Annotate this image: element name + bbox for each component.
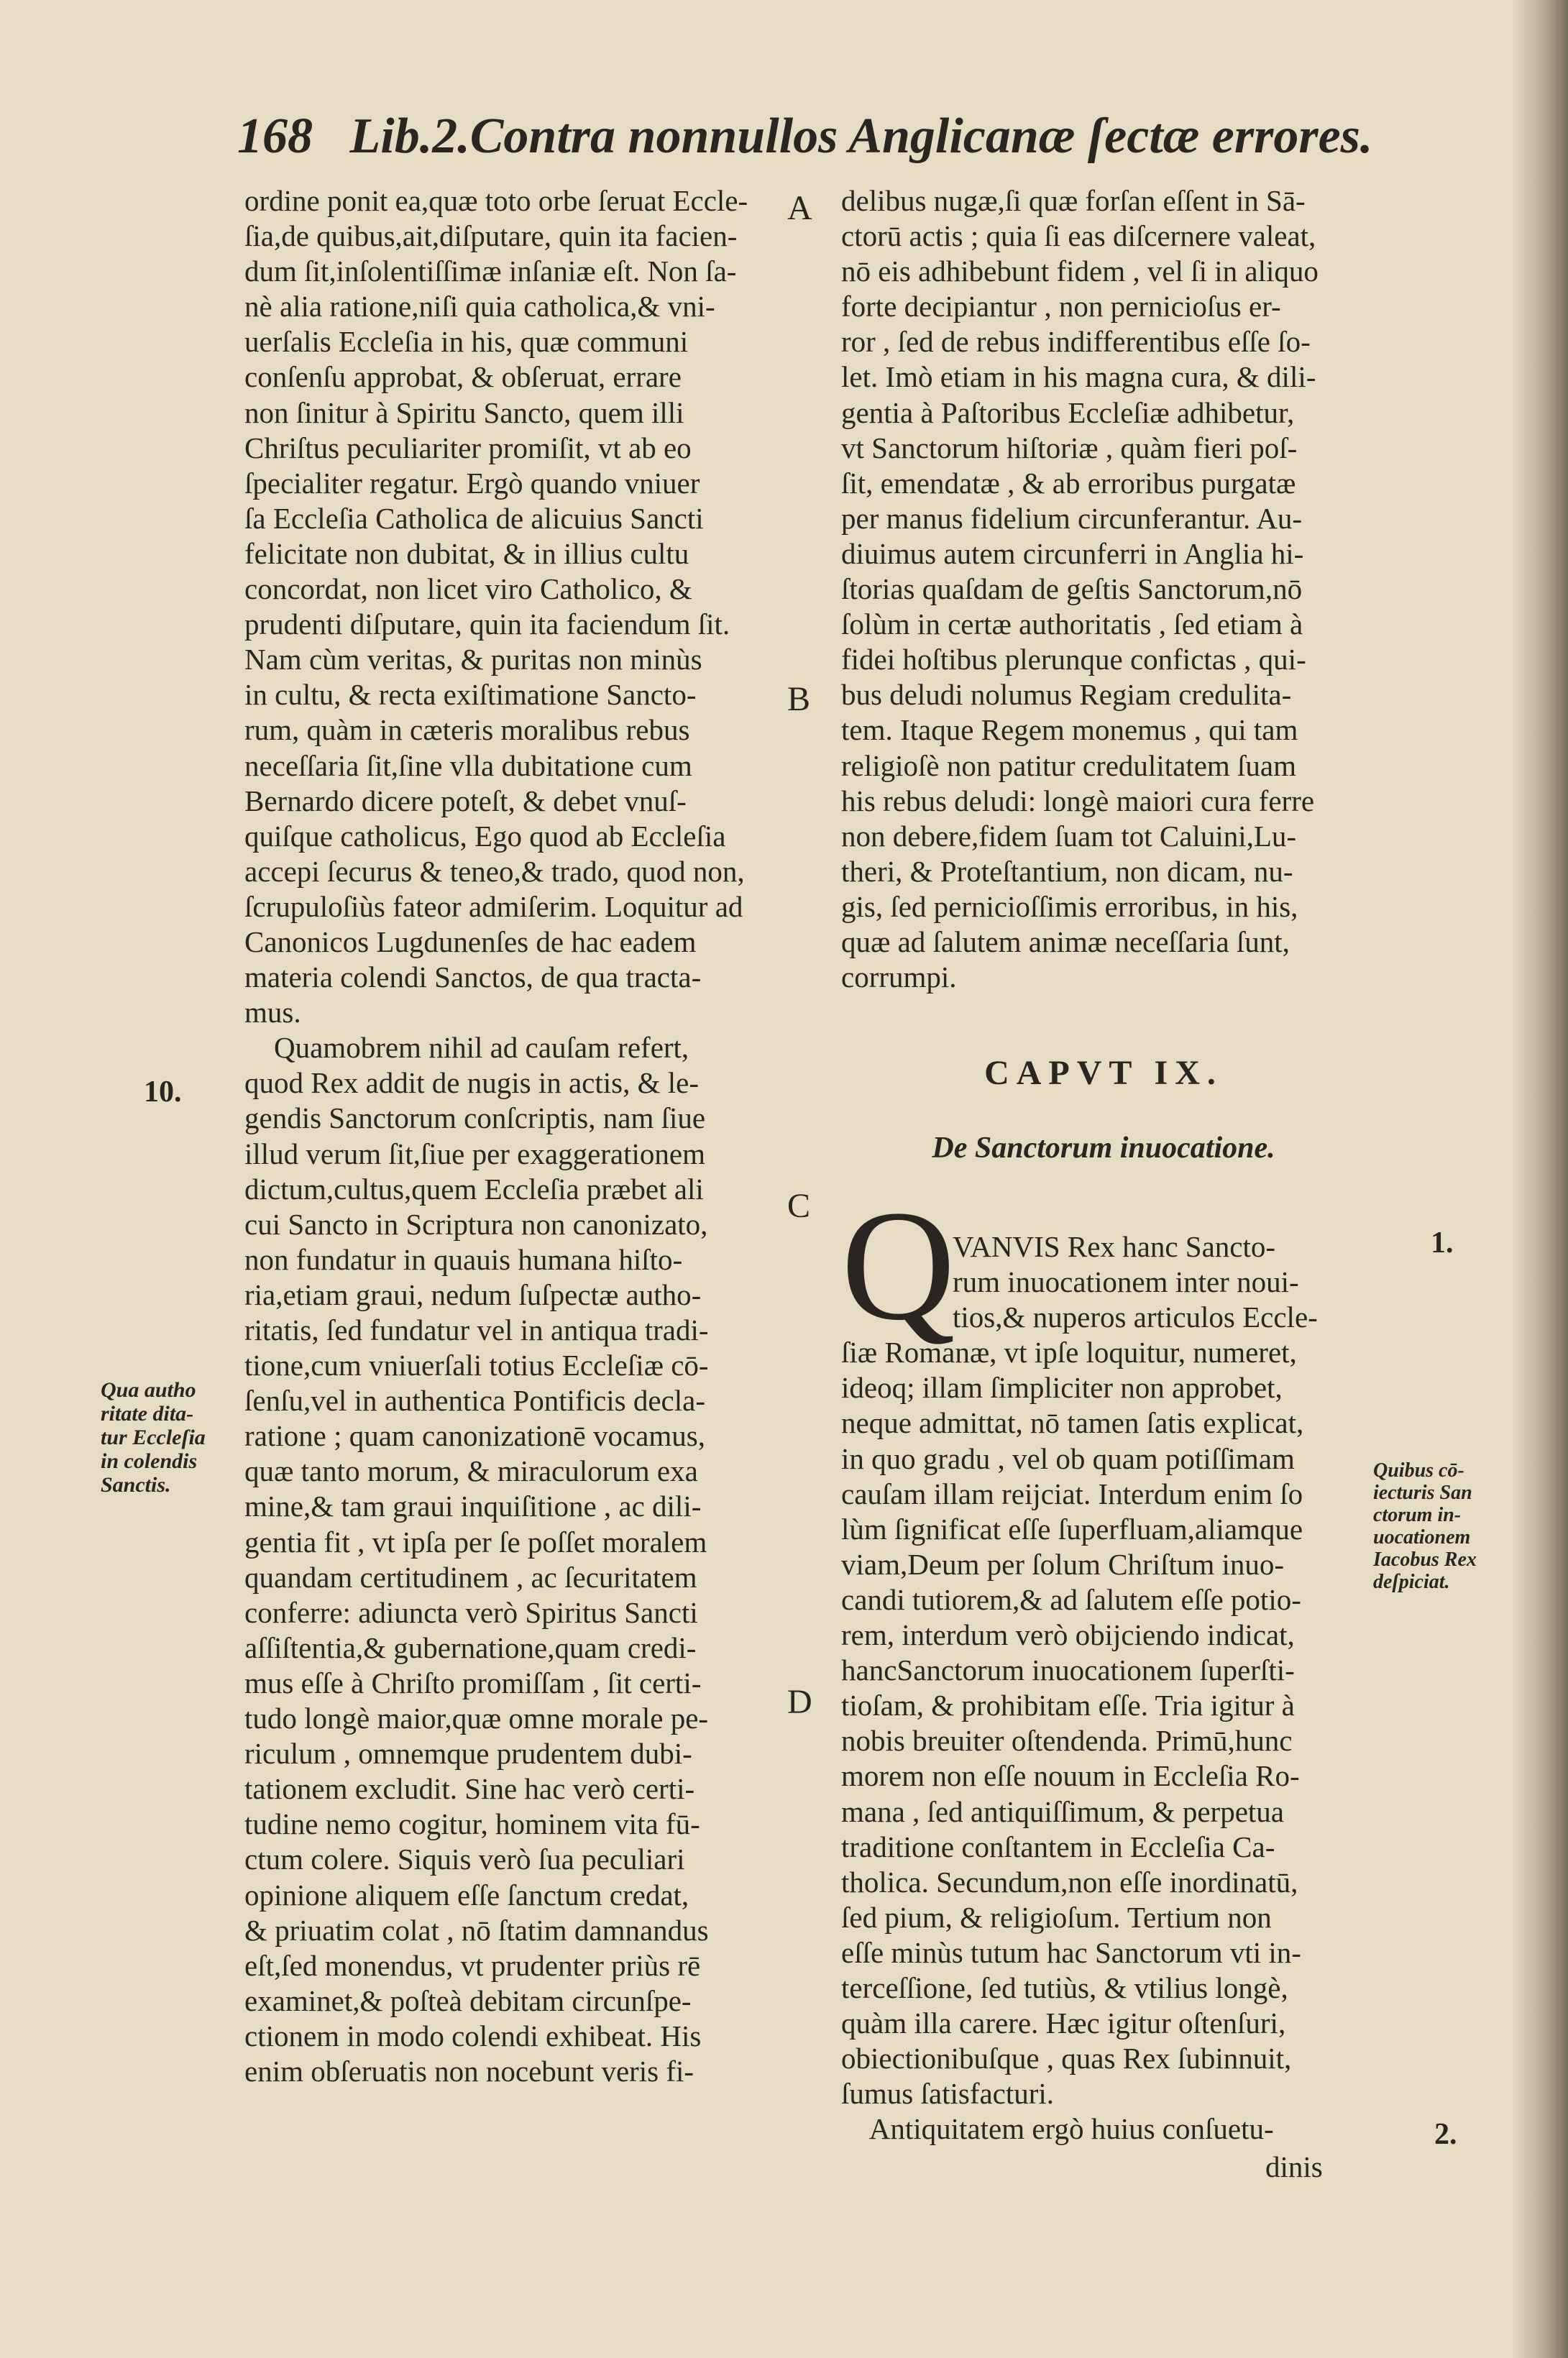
text-line: ctum colere. Siquis verò ſua peculiari xyxy=(244,1843,685,1876)
text-line: tationem excludit. Sine hac verò certi- xyxy=(244,1772,695,1806)
text-line: let. Imò etiam in his magna cura, & dili- xyxy=(841,360,1316,394)
text-line: mine,& tam graui inquiſitione , ac dili- xyxy=(244,1490,702,1523)
text-line: gendis Sanctorum conſcriptis, nam ſiue xyxy=(244,1101,706,1135)
text-line: rum inuocationem inter noui- xyxy=(953,1265,1299,1299)
text-line: delibus nugæ,ſi quæ forſan eſſent in Sā- xyxy=(841,184,1306,217)
drop-cap: Q xyxy=(841,1178,955,1353)
text-line: ordine ponit ea,quæ toto orbe ſeruat Eccle- xyxy=(244,184,748,217)
text-line: Quamobrem nihil ad cauſam refert, xyxy=(244,1031,689,1065)
text-line: conferre: adiuncta verò Spiritus Sancti xyxy=(244,1595,698,1629)
text-line: Antiquitatem ergò huius conſuetu- xyxy=(841,2112,1274,2146)
text-line: enim obſeruatis non nocebunt veris fi- xyxy=(244,2054,694,2088)
text-line: examinet,& poſteà debitam circunſpe- xyxy=(244,1983,692,2017)
margin-note-right xyxy=(1373,1459,1517,1593)
text-line: theri, & Proteſtantium, non dicam, nu- xyxy=(841,854,1293,888)
margin-note-left xyxy=(101,1378,237,1497)
text-line: nobis breuiter oſtendenda. Primū,hunc xyxy=(841,1724,1293,1758)
text-line: ria,etiam graui, nedum ſuſpectæ autho- xyxy=(244,1277,702,1311)
text-line: mus eſſe à Chriſto promiſſam , ſit certi- xyxy=(244,1666,702,1699)
text-line: diuimus autem circunferri in Anglia hi- xyxy=(841,536,1304,570)
text-line: ſumus ſatisfacturi. xyxy=(841,2077,1055,2111)
text-line: ſtorias quaſdam de geſtis Sanctorum,nō xyxy=(841,572,1303,606)
running-title: Lib.2.Contra nonnullos Anglicanæ ſectæ errores. xyxy=(349,109,1373,164)
text-line: ſia,de quibus,ait,diſputare, quin ita facien- xyxy=(244,219,738,253)
text-line: ſolùm in certæ authoritatis , ſed etiam à xyxy=(841,607,1303,641)
margin-note-line: Sanctis. xyxy=(101,1473,171,1497)
text-line: quàm illa carere. Hæc igitur oſtenſuri, xyxy=(841,2006,1286,2040)
text-line: ſit, emendatæ , & ab erroribus purgatæ xyxy=(841,466,1296,500)
right-column-bottom xyxy=(841,1229,1366,2147)
text-line: hancSanctorum inuocationem ſuperſti- xyxy=(841,1653,1295,1687)
page-edge-shadow xyxy=(1510,0,1568,2358)
text-line: tem. Itaque Regem monemus , qui tam xyxy=(841,713,1298,747)
text-line: per manus fidelium circunferantur. Au- xyxy=(841,501,1302,535)
text-line: tione,cum vniuerſali totius Eccleſiæ cō- xyxy=(244,1349,709,1382)
chapter-title: CAPVT IX. xyxy=(984,1054,1223,1092)
text-line: ſed pium, & religioſum. Tertium non xyxy=(841,1900,1272,1934)
text-line: prudenti diſputare, quin ita faciendum ſit. xyxy=(244,607,730,641)
text-line: quæ tanto morum, & miraculorum exa xyxy=(244,1454,698,1488)
margin-note-line: tur Eccleſia xyxy=(101,1426,206,1449)
text-line: accepi ſecurus & teneo,& trado, quod non, xyxy=(244,854,745,888)
text-line: corrumpi. xyxy=(841,960,957,994)
text-line: nè alia ratione,niſi quia catholica,& vni- xyxy=(244,290,715,324)
text-line: eſt,ſed monendus, vt prudenter priùs rē xyxy=(244,1948,701,1982)
text-line: ritatis, ſed fundatur vel in antiqua tradi- xyxy=(244,1313,709,1347)
text-line: morem non eſſe nouum in Eccleſia Ro- xyxy=(841,1759,1300,1793)
text-line: his rebus deludi: longè maiori cura ferre xyxy=(841,784,1315,817)
text-line: riculum , omnemque prudentem dubi- xyxy=(244,1737,692,1771)
text-line: ſcrupuloſiùs fateor admiſerim. Loquitur ad xyxy=(244,889,743,923)
margin-number-left: 10. xyxy=(144,1075,182,1109)
text-line: tudo longè maior,quæ omne morale pe- xyxy=(244,1702,709,1735)
text-line: tioſam, & prohibitam eſſe. Tria igitur à xyxy=(841,1689,1295,1722)
text-line: viam,Deum per ſolum Chriſtum inuo- xyxy=(841,1547,1285,1581)
text-line: cui Sancto in Scriptura non canonizato, xyxy=(244,1207,708,1241)
text-line: ſenſu,vel in authentica Pontificis decla- xyxy=(244,1384,705,1418)
text-line: dictum,cultus,quem Eccleſia præbet ali xyxy=(244,1172,704,1206)
text-line: candi tutiorem,& ad ſalutem eſſe potio- xyxy=(841,1582,1301,1616)
text-line: Chriſtus peculiariter promiſit, vt ab eo xyxy=(244,431,692,464)
text-line: ſiæ Romanæ, vt ipſe loquitur, numeret, xyxy=(841,1336,1297,1370)
margin-note-line: Quibus cō- xyxy=(1373,1459,1464,1482)
text-line: vt Sanctorum hiſtoriæ , quàm fieri poſ- xyxy=(841,431,1298,464)
text-line: neceſſaria ſit,ſine vlla dubitatione cum xyxy=(244,748,692,782)
margin-note-line: iecturis San xyxy=(1373,1482,1472,1504)
right-column-top xyxy=(841,183,1366,995)
text-line: tios,& nuperos articulos Eccle- xyxy=(953,1300,1318,1334)
text-line: eſſe minùs tutum hac Sanctorum vti in- xyxy=(841,1935,1301,1969)
section-letter-c: C xyxy=(787,1187,811,1225)
page-number: 168 xyxy=(237,109,313,164)
text-line: conſenſu approbat, & obſeruat, errare xyxy=(244,360,682,394)
text-line: VANVIS Rex hanc Sancto- xyxy=(953,1230,1276,1263)
text-line: Bernardo dicere poteſt, & debet vnuſ- xyxy=(244,784,687,817)
catchword: dinis xyxy=(1265,2150,1323,2183)
text-line: ſpecialiter regatur. Ergò quando vniuer xyxy=(244,466,700,500)
left-column xyxy=(244,183,776,2089)
text-line: in cultu, & recta exiſtimatione Sancto- xyxy=(244,678,697,712)
text-line: ror , ſed de rebus indifferentibus eſſe ſo- xyxy=(841,325,1311,359)
margin-note-line: in colendis xyxy=(101,1449,198,1473)
text-line: mana , ſed antiquiſſimum, & perpetua xyxy=(841,1794,1284,1828)
text-line: ſa Eccleſia Catholica de alicuius Sancti xyxy=(244,501,704,535)
text-line: ctorū actis ; quia ſi eas diſcernere valeat, xyxy=(841,219,1316,253)
text-line: non debere,fidem ſuam tot Caluini,Lu- xyxy=(841,819,1297,853)
text-line: dum ſit,inſolentiſſimæ inſaniæ eſt. Non ſa- xyxy=(244,254,737,288)
running-header xyxy=(237,108,1373,165)
text-line: quandam certitudinem , ac ſecuritatem xyxy=(244,1560,697,1594)
text-line: obiectionibuſque , quas Rex ſubinnuit, xyxy=(841,2042,1292,2075)
text-line: quiſque catholicus, Ego quod ab Eccleſia xyxy=(244,819,726,853)
text-line: non fundatur in quauis humana hiſto- xyxy=(244,1242,683,1276)
text-line: Nam cùm veritas, & puritas non minùs xyxy=(244,643,702,676)
text-line: gentia fit , vt ipſa per ſe poſſet moralem xyxy=(244,1525,707,1559)
text-line: & priuatim colat , nō ſtatim damnandus xyxy=(244,1913,709,1947)
text-line: concordat, non licet viro Catholico, & xyxy=(244,572,692,606)
text-line: quod Rex addit de nugis in actis, & le- xyxy=(244,1066,699,1100)
margin-number-right-2: 2. xyxy=(1434,2118,1457,2151)
text-line: quæ ad ſalutem animæ neceſſaria ſunt, xyxy=(841,925,1290,958)
margin-note-line: uocationem xyxy=(1373,1526,1471,1549)
section-letter-a: A xyxy=(787,189,812,227)
text-line: felicitate non dubitat, & in illius cultu xyxy=(244,536,689,570)
margin-number-right-1: 1. xyxy=(1431,1226,1454,1260)
chapter-subtitle: De Sanctorum inuocatione. xyxy=(932,1132,1275,1165)
text-line: religioſè non patitur credulitatem ſuam xyxy=(841,748,1297,782)
text-line: fidei hoſtibus plerunque confictas , qui- xyxy=(841,643,1306,676)
text-line: cauſam illam reijciat. Interdum enim ſo xyxy=(841,1477,1303,1510)
text-line: uerſalis Eccleſia in his, quæ communi xyxy=(244,325,689,359)
text-line: bus deludi nolumus Regiam credulita- xyxy=(841,678,1292,712)
text-line: gis, ſed pernicioſſimis erroribus, in his, xyxy=(841,889,1298,923)
text-line: in quo gradu , vel ob quam potiſſimam xyxy=(841,1441,1295,1475)
section-letter-b: B xyxy=(787,680,811,718)
margin-note-line: Qua autho xyxy=(101,1378,196,1402)
text-line: rem, interdum verò obijciendo indicat, xyxy=(841,1618,1295,1652)
text-line: nō eis adhibebunt fidem , vel ſi in aliquo xyxy=(841,254,1319,288)
text-line: forte decipiantur , non pernicioſus er- xyxy=(841,290,1281,324)
text-line: Canonicos Lugdunenſes de hac eadem xyxy=(244,925,697,958)
text-line: ratione ; quam canonizationē vocamus, xyxy=(244,1419,705,1453)
text-line: tholica. Secundum,non eſſe inordinatū, xyxy=(841,1865,1298,1899)
margin-note-line: Iacobus Rex xyxy=(1373,1549,1477,1571)
text-line: ideoq; illam ſimpliciter non approbet, xyxy=(841,1371,1283,1405)
text-line: terceſſione, ſed tutiùs, & vtilius longè, xyxy=(841,1971,1288,2004)
text-line: lùm ſignificat eſſe ſuperfluam,aliamque xyxy=(841,1512,1303,1546)
text-line: traditione conſtantem in Eccleſia Ca- xyxy=(841,1830,1275,1863)
text-line: ctionem in modo colendi exhibeat. His xyxy=(244,2019,702,2052)
text-line: gentia à Paſtoribus Eccleſiæ adhibetur, xyxy=(841,395,1295,429)
text-line: mus. xyxy=(244,996,301,1029)
text-line: illud verum ſit,ſiue per exaggerationem xyxy=(244,1137,705,1170)
text-line: materia colendi Sanctos, de qua tracta- xyxy=(244,960,702,994)
text-line: tudine nemo cogitur, hominem vita fū- xyxy=(244,1807,700,1841)
text-line: aſſiſtentia,& gubernatione,quam credi- xyxy=(244,1630,697,1664)
text-line: opinione aliquem eſſe ſanctum credat, xyxy=(244,1878,689,1912)
text-line: rum, quàm in cæteris moralibus rebus xyxy=(244,713,690,747)
text-line: non ſinitur à Spiritu Sancto, quem illi xyxy=(244,395,684,429)
section-letter-d: D xyxy=(787,1683,812,1721)
margin-note-line: ritate dita- xyxy=(101,1402,194,1426)
margin-note-line: deſpiciat. xyxy=(1373,1571,1450,1593)
text-line: neque admittat, nō tamen ſatis explicat, xyxy=(841,1406,1304,1440)
margin-note-line: ctorum in- xyxy=(1373,1504,1462,1526)
